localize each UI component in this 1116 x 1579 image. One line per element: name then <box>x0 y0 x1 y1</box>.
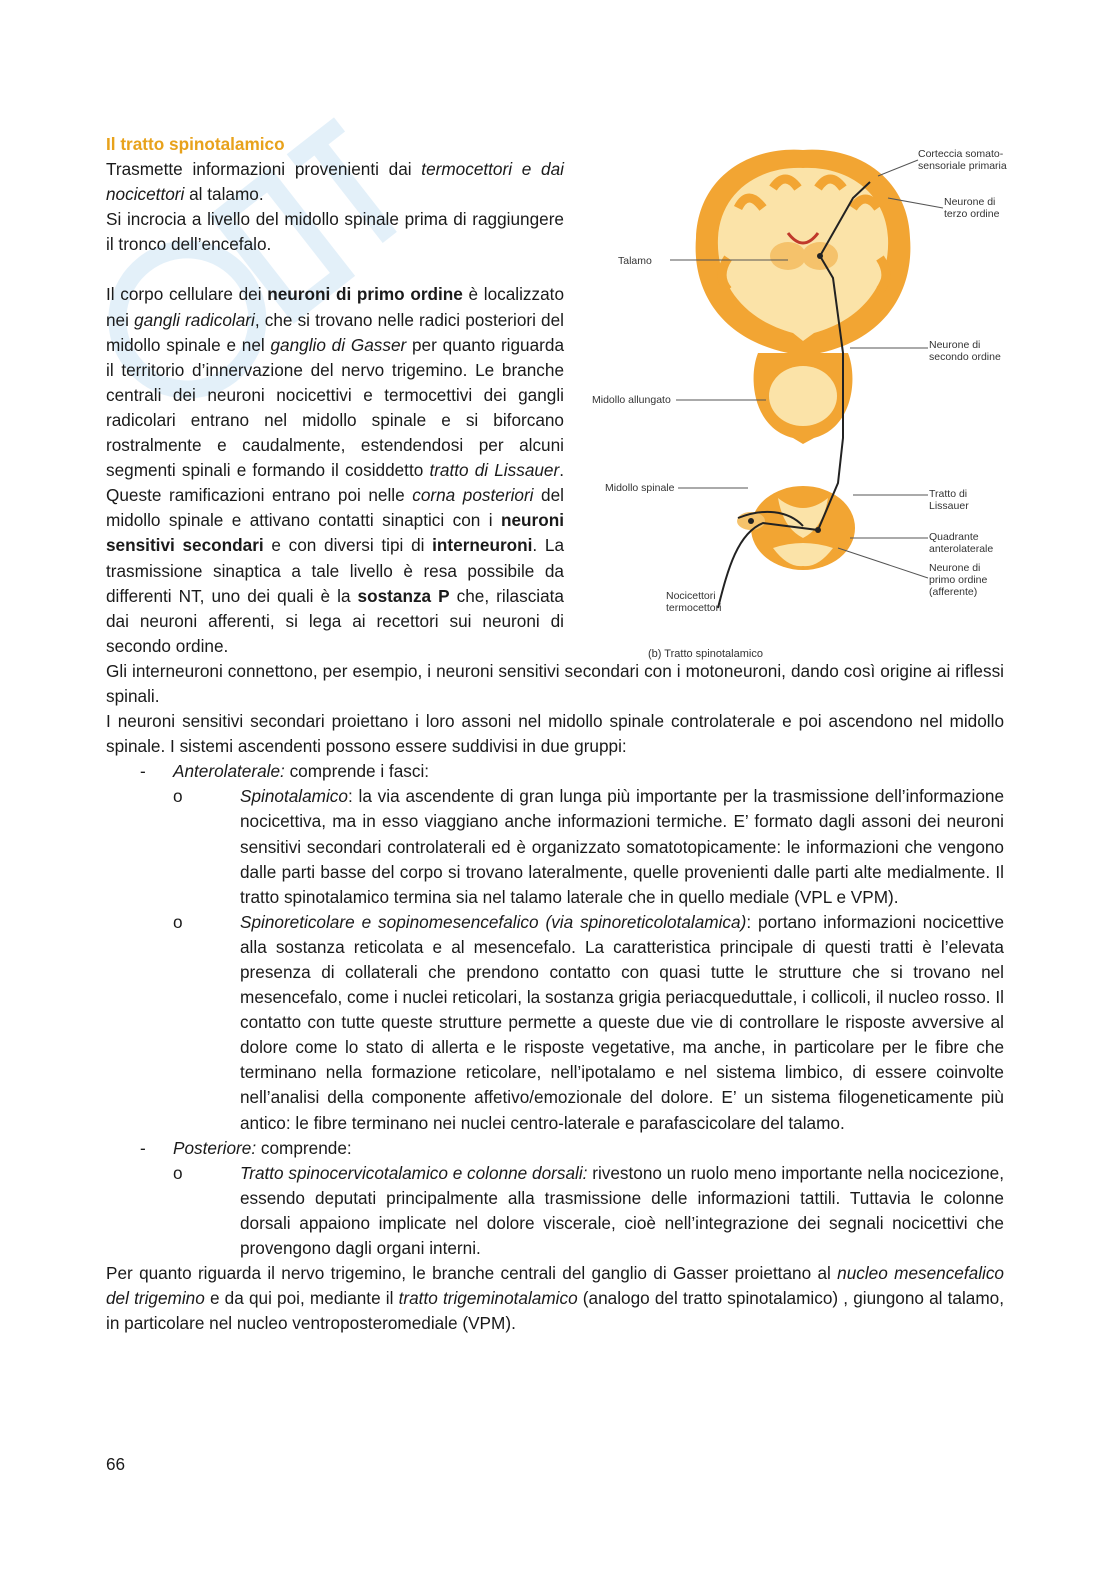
brain-section <box>696 150 911 363</box>
first-order-paragraph: Il corpo cellulare dei neuroni di primo ordine è localizzato nei gangli radicolari, che si trovano nelle radici posteriori del midollo spinale e nel ganglio di Gasser per quanto riguarda il territorio d’innervazione del nervo trigemino. Le branche centrali dei neuroni nocicettivi e termocettivi dei gangli radicolari entrano nel midollo spinale e si biforcano rostralmente e caudalmente, estendendosi per alcuni segmenti spinali e formando il cosiddetto tratto di Lissauer. Queste ramificazioni entrano poi nelle corna posteriori del midollo spinale e attivano contatti sinaptici con i neuroni sensitivi secondari e con diversi tipi di interneuroni. La trasmissione sinaptica a tale livello è resa possibile da differenti NT, uno dei quali è la sostanza P che, rilasciata dai neuroni afferenti, si lega ai recettori sui neuroni di secondo ordine. <box>106 284 565 656</box>
label-second-order: Neurone di secondo ordine <box>929 339 1001 363</box>
figure-caption: (b) Tratto spinotalamico <box>648 648 763 660</box>
posteriore-sublist <box>173 1161 1004 1261</box>
dash-bullet: - <box>140 761 146 782</box>
medulla-section <box>754 353 853 444</box>
item-text: Tratto spinocervicotalamico e colonne dorsali: rivestono un ruolo meno importante nella nocicezione, essendo deputati principalmente alla trasmissione delle informazioni tattili. Tuttavia le colonne dorsali appaiono implicate nel dolore viscerale, cioè nell’integrazione dei segnali nocicettivi che provengono dagli organi interni. <box>240 1162 1005 1259</box>
label-third-order: Neurone di terzo ordine <box>944 196 1000 220</box>
label-thalamus: Talamo <box>618 255 652 267</box>
circle-bullet: o <box>173 1162 183 1183</box>
ascending-paragraph: I neuroni sensitivi secondari proiettano i loro assoni nel midollo spinale controlaterale e poi ascendono nel midollo spinale. I sistemi ascendenti possono essere suddivisi in due gruppi: <box>106 711 1004 757</box>
group-label: Anterolaterale: comprende i fasci: <box>173 761 430 782</box>
label-spinal-cord: Midollo spinale <box>605 482 675 494</box>
group-label: Posteriore: comprende: <box>173 1137 352 1158</box>
circle-bullet: o <box>173 911 183 932</box>
list-item-spinotalamico <box>173 784 1004 909</box>
spinothalamic-figure <box>588 138 1018 668</box>
label-quadrant: Quadrante anterolaterale <box>929 531 994 555</box>
intro-paragraph-2: Si incrocia a livello del midollo spinale prima di raggiungere il tronco dell’encefalo. <box>106 209 564 255</box>
list-item-posteriore <box>106 1136 1004 1261</box>
label-medulla: Midollo allungato <box>592 394 671 406</box>
intro-paragraph: Trasmette informazioni provenienti dai termocettori e dai nocicettori al talamo. <box>106 159 564 205</box>
trigeminal-paragraph: Per quanto riguarda il nervo trigemino, le branche centrali del ganglio di Gasser proiettano al nucleo mesencefalico del trigemino e da qui poi, mediante il tratto trigeminotalamico (analogo del tratto spinotalamico) , giungono al talamo, in particolare nel nucleo ventroposteromediale (VPM). <box>106 1263 1005 1334</box>
anterolateral-sublist <box>173 784 1004 1135</box>
section-title: Il tratto spinotalamico <box>106 134 285 154</box>
item-text: Spinotalamico: la via ascendente di gran lunga più importante per la trasmissione dell’informazione nocicettiva, ma in esso viaggiano anche informazioni termiche. E’ formato dagli assoni dei neuroni sensitivi secondari controlaterali ed è organizzato somatotopicamente: le informazioni che vengono dalle parti basse del corpo si trovano lateralmente, quelle provenienti dalle parti alte medialmente. Il tratto spinotalamico termina sia nel talamo laterale che in quello mediale (VPL e VPM). <box>240 786 1004 907</box>
circle-bullet: o <box>173 786 183 807</box>
label-first-order: Neurone di primo ordine (afferente) <box>929 562 988 598</box>
dash-bullet: - <box>140 1137 146 1158</box>
interneuron-paragraph: Gli interneuroni connettono, per esempio, i neuroni sensitivi secondari con i motoneuroni, dando così origine ai riflessi spinali. <box>106 660 1004 706</box>
label-nociceptors: Nocicettori termocettori <box>666 590 722 614</box>
list-item-spinoreticolare <box>173 910 1004 1136</box>
label-lissauer: Tratto di Lissauer <box>929 488 969 512</box>
label-cortex: Corteccia somato- sensoriale primaria <box>918 148 1007 172</box>
item-text: Spinoreticolare e sopinomesencefalico (via spinoreticolotalamica): portano informazioni nocicettive alla sostanza reticolata e al mesencefalo. La caratteristica principale di questi tratti è l’elevata presenza di collaterali che prendono contatto con quasi tutte le strutture che si trovano nel mesencefalo, come i nuclei reticolari, la sostanza grigia periacqueduttale, i collicoli, il nucleo rosso. Il contatto con tutte queste strutture permette a queste due vie di controllare le risposte avversive al dolore come lo stato di allerta e le risposte vegetative, ma anche, in particolare per le fibre che terminano nella formazione reticolare, nell’ipotalamo e nel sistema limbico, di essere coinvolte nell’analisi della componente affetivo/emozionale del dolore. E’ un sistema filogeneticamente più antico: le fibre terminano nei nuclei centro-laterale e parafascicolare del talamo. <box>240 911 1004 1133</box>
ascending-systems-list <box>106 759 1004 1261</box>
top-column <box>106 132 564 659</box>
list-item-anterolateral <box>106 759 1004 1135</box>
list-item-spinocervicotalamico <box>173 1161 1004 1261</box>
page-number: 66 <box>106 1454 126 1474</box>
